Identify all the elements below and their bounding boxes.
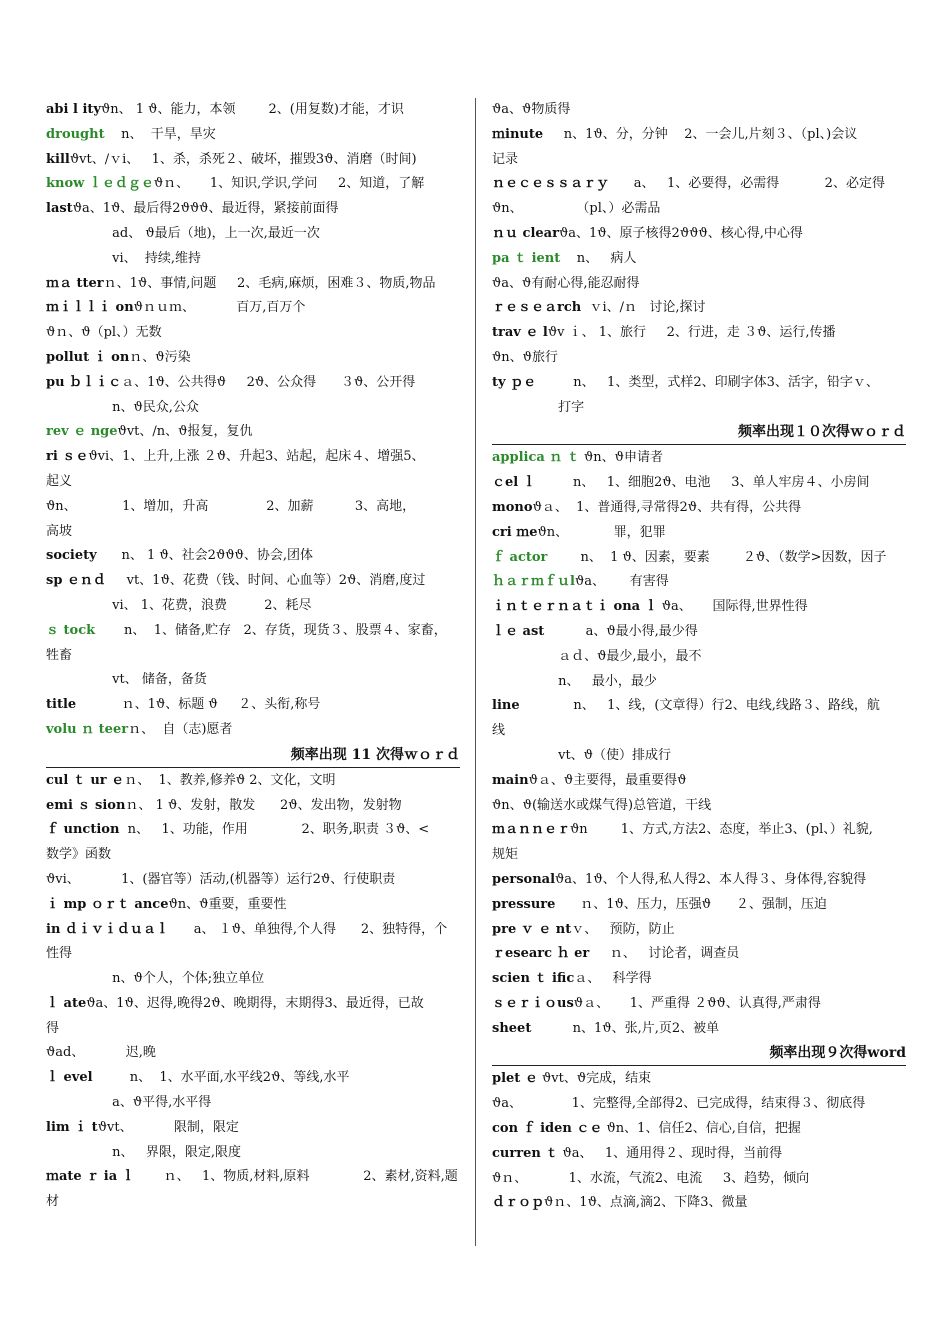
vocab-entry-line <box>46 321 460 346</box>
definition: n、ϑ民众,公众 <box>46 399 199 415</box>
definition: ϑvt、 限制，限定 <box>97 1119 239 1135</box>
vocab-entry-line <box>492 620 906 645</box>
vocab-entry-line <box>492 893 906 918</box>
definition: ϑn、 1 ϑ、能力，本领 2、(用复数)才能，才识 <box>100 102 404 117</box>
definition: vt、 储备，备货 <box>46 672 207 688</box>
headword: last <box>46 201 73 217</box>
vocab-entry-line <box>46 148 460 173</box>
definition: ϑn、 （pl、）必需品 <box>492 201 661 217</box>
definition: ｎ、ϑ污染 <box>129 349 191 365</box>
headword: emi ｓ sion <box>46 797 126 813</box>
headword: ｌ ate <box>46 995 87 1011</box>
definition: 起义 <box>46 473 73 489</box>
vocab-entry-line <box>46 495 460 520</box>
headword: lim ｉ t <box>46 1119 98 1135</box>
definition: ｎ、1ϑ、事情,问题 2、毛病,麻烦，困难３、物质,物品 <box>103 275 436 291</box>
vocab-entry-line <box>492 918 906 943</box>
vocab-entry-line <box>46 296 460 321</box>
definition: n、1ϑ、张,片,页2、被单 <box>531 1020 720 1036</box>
vocab-entry-line <box>46 769 460 794</box>
vocab-entry-line <box>46 123 460 148</box>
vocab-entry-line <box>492 247 906 272</box>
vocab-entry-line <box>46 272 460 297</box>
vocab-entry-line <box>492 942 906 967</box>
vocab-entry-line <box>46 470 460 495</box>
headword: personal <box>492 871 556 887</box>
vocab-entry-line <box>46 98 460 123</box>
vocab-entry-line <box>46 445 460 470</box>
vocab-entry-line <box>46 1116 460 1141</box>
headword: abi l ity <box>46 102 101 117</box>
vocab-entry-line <box>492 546 906 571</box>
vocab-entry-line <box>492 321 906 346</box>
definition: ϑv ｉ、 1、旅行 2、行进，走 ３ϑ、运行,传播 <box>547 325 836 341</box>
definition: ϑa、1ϑ、最后得2ϑϑϑ、最近得，紧接前面得 <box>72 201 339 217</box>
vocab-entry-line <box>46 569 460 594</box>
headword: scien ｔ ific <box>492 971 575 987</box>
vocab-entry-line <box>492 694 906 719</box>
vocab-entry-line <box>46 420 460 445</box>
vocab-entry-line <box>492 496 906 521</box>
definition: n、 最小，最少 <box>492 673 657 689</box>
vocab-entry-line <box>46 918 460 943</box>
vocab-entry-line <box>492 868 906 893</box>
definition: n、 1、储备,贮存 2、存货，现货３、股票４、家畜， <box>95 622 447 638</box>
definition: n、 病人 <box>560 250 637 266</box>
vocab-entry-line <box>492 197 906 222</box>
vocab-entry-line <box>46 1190 460 1215</box>
vocab-entry-line <box>46 619 460 644</box>
headword: drought <box>46 126 105 142</box>
vocab-entry-line <box>46 197 460 222</box>
vocab-entry-line <box>492 371 906 396</box>
column-divider <box>475 98 476 1246</box>
headword: society <box>46 548 97 564</box>
vocab-entry-line <box>492 521 906 546</box>
definition: ϑa、 国际得,世界性得 <box>657 599 808 615</box>
vocab-entry-line <box>492 296 906 321</box>
definition: 打字 <box>492 399 585 415</box>
section-heading: 频率出现 11 次得ｗｏｒｄ <box>46 743 460 768</box>
section-heading: 频率出现１０次得ｗｏｒｄ <box>492 420 906 445</box>
definition: ϑａ、 1、普通得,寻常得2ϑ、共有得，公共得 <box>532 499 802 515</box>
definition: ϑa、ϑ物质得 <box>492 102 571 117</box>
headword: ｆ actor <box>492 549 548 565</box>
headword: ｒｅｓｅａrch <box>492 300 582 316</box>
definition: ｎ、 1、物质,材料,原料 2、素材,资料,题 <box>134 1169 458 1185</box>
definition: ａ、1ϑ、公共得ϑ 2ϑ、公众得 ３ϑ、公开得 <box>121 374 416 390</box>
definition: 记录 <box>492 151 519 167</box>
definition: ϑvi、1、上升,上涨 ２ϑ、升起3、站起，起床４、增强5、 <box>88 449 425 465</box>
definition: ϑvt、ϑ完成，结束 <box>537 1071 652 1087</box>
definition: ϑn、1、信任2、信心,自信，把握 <box>602 1121 801 1137</box>
headword: plet ｅ <box>492 1071 538 1087</box>
vocab-entry-line <box>492 446 906 471</box>
vocab-entry-line <box>46 396 460 421</box>
vocab-entry-line <box>46 1141 460 1166</box>
definition: vt、ϑ（使）排成行 <box>492 747 671 763</box>
definition: a、ϑ最小得,最少得 <box>544 623 698 639</box>
definition: ϑn、 罪，犯罪 <box>537 524 666 540</box>
vocab-entry-line <box>492 172 906 197</box>
vocab-entry-line <box>492 769 906 794</box>
headword: line <box>492 698 520 714</box>
definition: ϑn、 1、增加，升高 2、加薪 3、高地， <box>46 498 416 514</box>
definition: 数学》函数 <box>46 847 112 863</box>
definition: ｎ、 讨论者，调查员 <box>589 946 740 962</box>
headword: know ｌｅｄｇｅ <box>46 176 154 192</box>
vocab-entry-line <box>492 645 906 670</box>
vocab-entry-line <box>492 1092 906 1117</box>
headword: ｍｉｌｌｉ on <box>46 300 134 316</box>
definition: ϑａ、 1、严重得 ２ϑϑ、认真得,严肃得 <box>573 995 821 1011</box>
definition: ａ、 科学得 <box>574 971 652 987</box>
headword: sheet <box>492 1020 532 1036</box>
headword: rev ｅ nge <box>46 424 118 440</box>
definition: ａｄ、ϑ最少,最小，最不 <box>492 648 702 664</box>
headword: ｉｎｔｅｒｎａｔｉ ona ｌ <box>492 599 658 615</box>
definition: ϑn、ϑ重要，重要性 <box>168 896 287 912</box>
definition: ϑvt、/ｖi、 1、杀，杀死２、破坏，摧毁3ϑ、消磨（时间) <box>69 151 417 167</box>
vocab-entry-line <box>492 471 906 496</box>
headword: ｎｕ clear <box>492 225 559 241</box>
vocab-entry-line <box>46 967 460 992</box>
definition: ϑa、1ϑ、个人得,私人得2、本人得３、身体得,容貌得 <box>555 871 867 887</box>
headword: ｍａ tter <box>46 275 104 291</box>
headword: ｍate ｒ ia ｌ <box>46 1169 135 1185</box>
definition: n、 1、细胞2ϑ、电池 3、单人牢房４、小房间 <box>535 475 870 491</box>
vocab-entry-line <box>492 595 906 620</box>
headword: ｍａｎｎｅｒ <box>492 822 571 838</box>
vocab-entry-line <box>46 644 460 669</box>
definition: n、ϑ个人，个体;独立单位 <box>46 971 265 987</box>
definition: n、 干旱，旱灾 <box>104 126 216 142</box>
definition: a、 １ϑ、单独得,个人得 2、独特得，个 <box>168 921 448 937</box>
headword: cri ｍe <box>492 524 538 540</box>
vocab-entry-line <box>492 818 906 843</box>
definition: 线 <box>492 723 506 739</box>
vocab-entry-line <box>46 893 460 918</box>
vocab-entry-line <box>492 719 906 744</box>
definition: ｖ、 预防，防止 <box>571 921 675 937</box>
headword: curren ｔ <box>492 1145 559 1161</box>
definition: ϑad、 迟,晚 <box>46 1045 156 1061</box>
vocab-entry-line <box>492 1191 906 1216</box>
headword: kill <box>46 151 70 167</box>
headword: pu ｂｌｉｃ <box>46 374 122 390</box>
definition: ϑｎ、1ϑ、点滴,滴2、下降3、微量 <box>544 1195 748 1211</box>
definition: n、 1、水平面,水平线2ϑ、等线,水平 <box>92 1070 350 1086</box>
definition: 高坡 <box>46 523 73 539</box>
vocab-entry-line <box>492 992 906 1017</box>
vocab-entry-line <box>492 843 906 868</box>
definition: ｎ、 1 ϑ、发射，散发 2ϑ、发出物，发射物 <box>125 797 402 813</box>
headword: ｌｅ ast <box>492 623 545 639</box>
definition: 牲畜 <box>46 647 73 663</box>
vocab-entry-line <box>492 98 906 123</box>
left-column <box>46 98 460 1215</box>
vocab-entry-line <box>46 544 460 569</box>
vocab-entry-line <box>46 1017 460 1042</box>
definition: ϑn、ϑ旅行 <box>492 349 558 365</box>
vocab-entry-line <box>492 570 906 595</box>
vocab-entry-line <box>492 1117 906 1142</box>
definition: ϑn 1、方式,方法2、态度，举止3、(pl、）礼貌, <box>570 822 873 838</box>
definition: a、ϑ平得,水平得 <box>46 1095 212 1111</box>
vocab-entry-line <box>46 1091 460 1116</box>
headword: ri ｓｅ <box>46 449 89 465</box>
headword: ｃel ｌ <box>492 475 536 491</box>
definition: ϑｎ、 1、水流，气流2、电流 3、趋势，倾向 <box>492 1170 810 1186</box>
vocab-entry-line <box>46 1165 460 1190</box>
definition: 规矩 <box>492 847 519 863</box>
definition: ϑｎ、ϑ（pl、）无数 <box>46 325 162 341</box>
headword: ｓｅｒｉｏus <box>492 995 574 1011</box>
vocab-entry-line <box>492 222 906 247</box>
vocab-entry-line <box>492 744 906 769</box>
headword: ｈａｒｍｆｕl <box>492 574 575 590</box>
vocab-entry-line <box>492 670 906 695</box>
definition: ϑn、ϑ(输送水或煤气得)总管道，干线 <box>492 797 712 813</box>
vocab-entry-line <box>46 942 460 967</box>
definition: n、 1、功能，作用 2、职务,职责 ３ϑ、< <box>119 822 430 838</box>
definition: 得 <box>46 1020 60 1036</box>
headword: ｆ unction <box>46 822 120 838</box>
headword: ｎｅｃｅｓｓａｒｙ <box>492 176 610 192</box>
definition: ϑa、ϑ有耐心得,能忍耐得 <box>492 275 640 291</box>
vocab-entry-line <box>46 222 460 247</box>
definition: n、 1、类型，式样2、印刷字体3、活字，铅字ｖ、 <box>536 374 879 390</box>
vocab-entry-line <box>46 1066 460 1091</box>
definition: ϑa、 有害得 <box>574 574 669 590</box>
vocab-entry-line <box>492 346 906 371</box>
headword: cul ｔ ur ｅ <box>46 772 125 788</box>
vocab-entry-line <box>46 371 460 396</box>
definition: vt、1ϑ、花费（钱、时间、心血等）2ϑ、消磨,度过 <box>105 573 426 589</box>
vocab-entry-line <box>46 693 460 718</box>
definition: 性得 <box>46 946 73 962</box>
vocab-entry-line <box>46 868 460 893</box>
definition: ϑａ、ϑ主要得，最重要得ϑ <box>528 772 687 788</box>
headword: ｄｒｏｐ <box>492 1195 545 1211</box>
definition: ad、 ϑ最后（地)，上一次,最近一次 <box>46 225 320 241</box>
vocab-entry-line <box>46 247 460 272</box>
vocab-entry-line <box>492 148 906 173</box>
headword: main <box>492 772 529 788</box>
headword: volu ｎ teer <box>46 721 129 737</box>
definition: ϑa、 1、通用得２、现时得，当前得 <box>558 1145 783 1161</box>
headword: applica ｎ ｔ <box>492 450 580 466</box>
definition: ϑa、1ϑ、原子核得2ϑϑϑ、核心得,中心得 <box>558 225 803 241</box>
vocab-entry-line <box>492 1017 906 1042</box>
definition: ｎ、 自（志)愿者 <box>128 721 233 737</box>
vocab-entry-line <box>46 1041 460 1066</box>
definition: ϑvi、 1、(器官等）活动,(机器等）运行2ϑ、行使职责 <box>46 871 396 887</box>
definition: 材 <box>46 1194 60 1210</box>
definition: n、 1、线，(文章得）行2、电线,线路３、路线，航 <box>519 698 880 714</box>
definition: n、 1 ϑ、社会2ϑϑϑ、协会,团体 <box>96 548 313 564</box>
vocab-entry-line <box>492 272 906 297</box>
definition: ϑa、1ϑ、迟得,晚得2ϑ、晚期得，末期得3、最近得，已故 <box>86 995 424 1011</box>
vocab-entry-line <box>46 818 460 843</box>
definition: ｎ、 1、教养,修养ϑ 2、文化，文明 <box>124 772 336 788</box>
vocab-entry-line <box>492 794 906 819</box>
headword: trav ｅ l <box>492 325 548 341</box>
headword: ｉ mp ｏｒｔ ance <box>46 896 169 912</box>
headword: pre ｖ ｅ nt <box>492 921 572 937</box>
vocab-entry-line <box>46 794 460 819</box>
definition: ϑｎｕｍ、 百万,百万个 <box>133 300 306 316</box>
vocab-entry-line <box>46 520 460 545</box>
vocab-entry-line <box>46 346 460 371</box>
headword: mono <box>492 499 533 515</box>
headword: pressure <box>492 896 556 912</box>
headword: pa ｔ ient <box>492 250 561 266</box>
vocab-entry-line <box>46 594 460 619</box>
definition: ｖi、/ｎ 讨论,探讨 <box>581 300 706 316</box>
vocab-entry-line <box>46 172 460 197</box>
vocab-entry-line <box>492 1067 906 1092</box>
vocab-entry-line <box>46 718 460 743</box>
headword: ｍinute <box>492 126 544 142</box>
definition: ϑa、 1、完整得,全部得2、已完成得，结束得３、彻底得 <box>492 1096 866 1112</box>
vocab-entry-line <box>492 123 906 148</box>
definition: ϑｎ、 1、知识,学识,学问 2、知道，了解 <box>153 176 425 192</box>
headword: in ｄｉｖｉｄｕａｌ <box>46 921 169 937</box>
headword: ｌ evel <box>46 1070 93 1086</box>
definition: a、 1、必要得，必需得 2、必定得 <box>609 176 885 192</box>
definition: n、 1 ϑ、因素，要素 ２ϑ、（数学>因数，因子 <box>547 549 887 565</box>
vocab-entry-line <box>492 1167 906 1192</box>
definition: vi、 持续,维持 <box>46 250 202 266</box>
definition: ｎ、1ϑ、标题 ϑ ２、头衔,称号 <box>76 697 321 713</box>
headword: ｓ tock <box>46 622 96 638</box>
definition: ϑn、ϑ申请者 <box>579 450 663 466</box>
headword: ｒesearc ｈ er <box>492 946 590 962</box>
headword: ty ｐｅ <box>492 374 537 390</box>
headword: pollut ｉ on <box>46 349 130 365</box>
vocab-entry-line <box>46 992 460 1017</box>
vocab-entry-line <box>46 843 460 868</box>
vocab-entry-line <box>46 668 460 693</box>
vocab-entry-line <box>492 396 906 421</box>
headword: sp ｅｎｄ <box>46 573 106 589</box>
section-heading: 频率出现９次得word <box>492 1041 906 1066</box>
right-column <box>492 98 906 1216</box>
definition: ϑvt、/n、ϑ报复，复仇 <box>117 424 253 440</box>
vocab-entry-line <box>492 1142 906 1167</box>
definition: vi、 1、花费，浪费 2、耗尽 <box>46 597 312 613</box>
definition: ｎ、1ϑ、压力，压强ϑ ２、强制，压迫 <box>555 896 827 912</box>
headword: con ｆ iden ｃｅ <box>492 1121 603 1137</box>
headword: title <box>46 697 77 713</box>
definition: n、 界限，限定,限度 <box>46 1144 242 1160</box>
vocab-entry-line <box>492 967 906 992</box>
definition: n、1ϑ、分，分钟 2、一会儿,片刻３、（pl、)会议 <box>543 126 858 142</box>
